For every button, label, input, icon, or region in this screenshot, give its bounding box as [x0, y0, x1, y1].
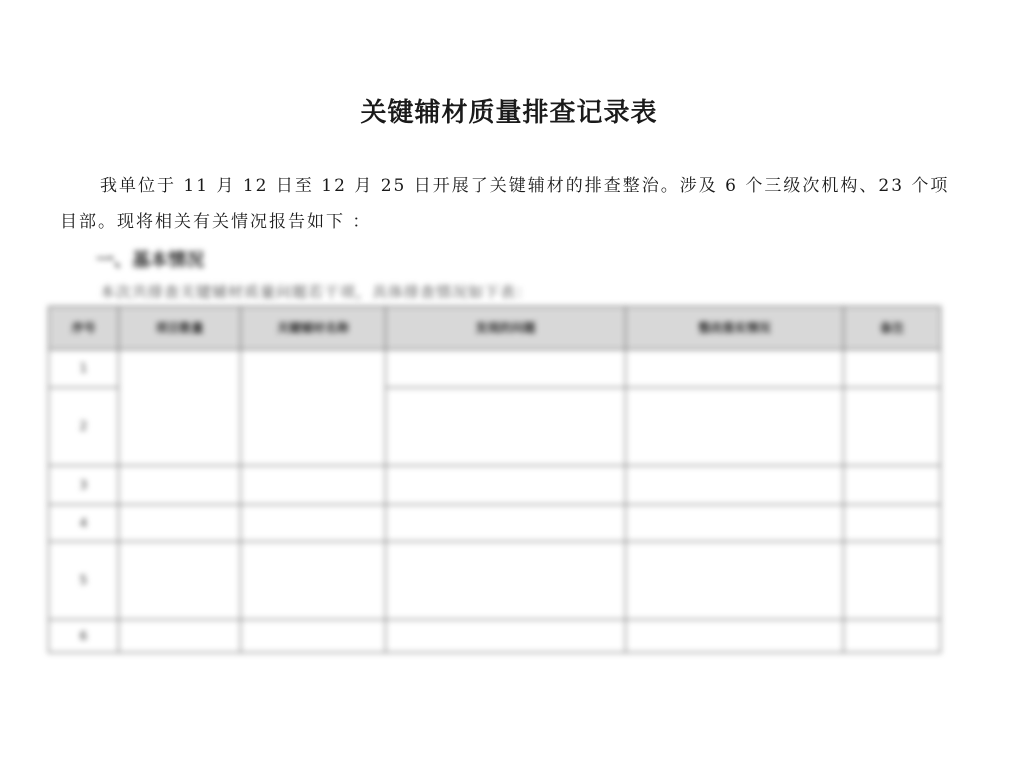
table-row	[49, 350, 941, 388]
cell-name	[241, 466, 386, 505]
header-count: 项目数量	[119, 307, 241, 350]
table-row	[49, 620, 941, 653]
cell-note	[844, 620, 941, 653]
cell-count	[119, 505, 241, 542]
cell-issue	[386, 620, 626, 653]
cell-fix	[626, 350, 844, 388]
cell-no: 4	[49, 505, 119, 542]
intro-paragraph: 我单位于 11 月 12 日至 12 月 25 日开展了关键辅材的排查整治。涉及 6 个三级次机构、23 个项目部。现将相关有关情况报告如下 ：	[60, 176, 950, 232]
cell-no: 6	[49, 620, 119, 653]
cell-name	[241, 542, 386, 620]
cell-note	[844, 542, 941, 620]
header-note: 备注	[844, 307, 941, 350]
cell-fix	[626, 620, 844, 653]
cell-note	[844, 350, 941, 388]
cell-no: 2	[49, 388, 119, 466]
cell-name	[241, 505, 386, 542]
cell-no: 1	[49, 350, 119, 388]
cell-note	[844, 388, 941, 466]
header-issue: 发现的问题	[386, 307, 626, 350]
cell-count	[119, 350, 241, 466]
header-no: 序号	[49, 307, 119, 350]
records-table	[48, 306, 941, 653]
cell-issue	[386, 350, 626, 388]
cell-name	[241, 350, 386, 466]
cell-fix	[626, 542, 844, 620]
cell-no: 5	[49, 542, 119, 620]
cell-issue	[386, 388, 626, 466]
section-summary: 本次共排查关键辅材质量问题若干项，具体排查情况如下表：	[100, 283, 533, 301]
cell-count	[119, 466, 241, 505]
cell-fix	[626, 505, 844, 542]
table-row	[49, 466, 941, 505]
cell-note	[844, 466, 941, 505]
table-header-row	[49, 307, 941, 350]
table-row	[49, 505, 941, 542]
cell-issue	[386, 466, 626, 505]
section-heading: 一、基本情况	[96, 250, 204, 271]
table-row	[49, 542, 941, 620]
cell-fix	[626, 388, 844, 466]
header-name: 关键辅材名称	[241, 307, 386, 350]
cell-name	[241, 620, 386, 653]
cell-fix	[626, 466, 844, 505]
cell-no: 3	[49, 466, 119, 505]
cell-note	[844, 505, 941, 542]
records-table-wrapper	[48, 306, 940, 653]
cell-count	[119, 620, 241, 653]
cell-issue	[386, 505, 626, 542]
header-fix: 整改落实情况	[626, 307, 844, 350]
document-title: 关键辅材质量排查记录表	[360, 98, 658, 128]
cell-count	[119, 542, 241, 620]
cell-issue	[386, 542, 626, 620]
